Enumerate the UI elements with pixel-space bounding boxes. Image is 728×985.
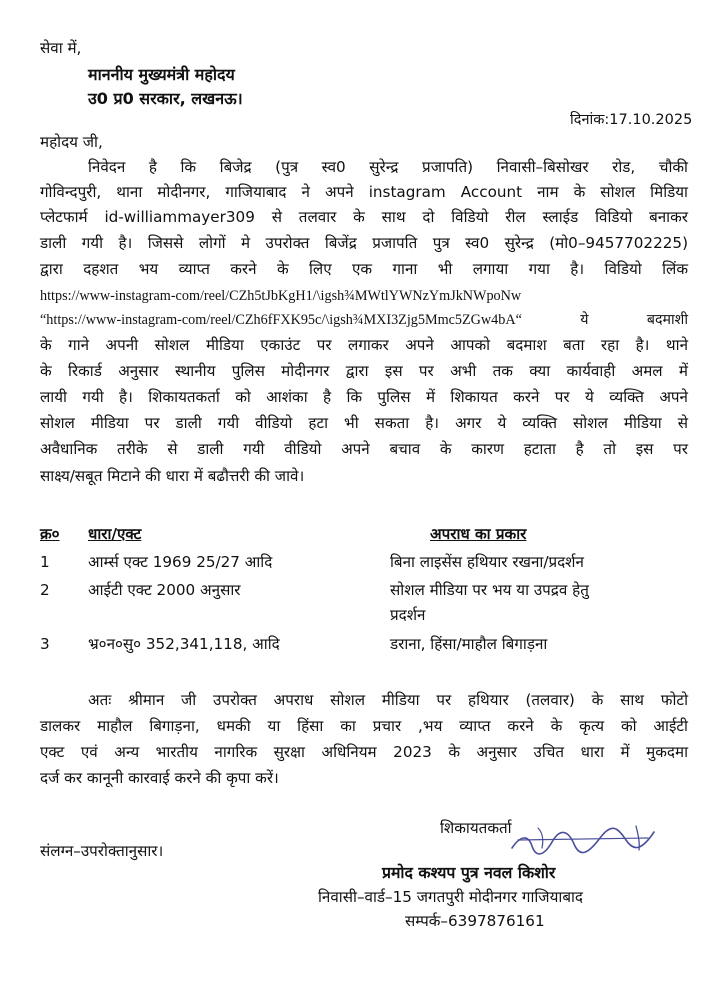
video-link-2: “https://www-instagram-com/reel/CZh6fFXK95c/\igsh¾MXI3Zjg5Mmc5ZGw4bA“ ये बदमाशी [40, 312, 688, 328]
body-line: प्लेटफार्म id-williammayer309 से तलवार के साथ दो विडियो रील स्लाईड विडियो बनाकर [40, 208, 688, 226]
body-line: के रिकार्ड अनुसार स्थानीय पुलिस मोदीनगर द्वारा इस पर अभी तक क्या कार्यवाही अमल में [40, 362, 688, 380]
salutation-to: सेवा में, [40, 39, 82, 57]
body-line: अवैधानिक तरीके से डाली गयी वीडियो अपने बचाव के कारण हटाता है तो इस पर [40, 440, 688, 458]
table-header-act: धारा/एक्ट [88, 525, 142, 543]
body-line: के गाने अपनी सोशल मीडिया एकाउंट पर लगाकर अपने आपको बदमाश बता रहा है। थाने [40, 336, 688, 354]
handwritten-signature [508, 818, 658, 862]
body-line: लायी गयी है। शिकायतकर्ता को आशंका है कि पुलिस में शिकायत करने पर ये व्यक्ति अपने [40, 388, 688, 406]
sender-contact: सम्पर्क–6397876161 [405, 912, 545, 930]
request-line: एक्ट एवं अन्य भारतीय नागरिक सुरक्षा अधिनियम 2023 के अनुसार उचित धारा में मुकदमा [40, 743, 688, 761]
row-serial: 3 [40, 635, 50, 653]
request-line: दर्ज कर कानूनी कारवाई करने की कृपा करें। [40, 769, 279, 787]
row-offence-continued: प्रदर्शन [390, 606, 426, 624]
body-line: निवेदन है कि बिजेद्र (पुत्र स्व0 सुरेन्द्र प्रजापति) निवासी–बिसोखर रोड, चौकी [88, 158, 688, 176]
row-act: आईटी एक्ट 2000 अनुसार [88, 581, 241, 599]
request-line: डालकर माहौल बिगाड़ना, धमकी या हिंसा का प्रचार ,भय व्याप्त करने के कृत्य को आईटी [40, 717, 688, 735]
row-offence: सोशल मीडिया पर भय या उपद्रव हेतु [390, 581, 589, 599]
sender-address: निवासी–वार्ड–15 जगतपुरी मोदीनगर गाजियाबाद [318, 888, 583, 906]
signature-scribble [508, 818, 658, 862]
greeting: महोदय जी, [40, 133, 103, 151]
letter-date: दिनांक:17.10.2025 [570, 112, 693, 128]
video-link-1: https://www-instagram-com/reel/CZh5tJbKgH1/\igsh¾MWtlYWNzYmJkNWpoNw [40, 288, 522, 304]
addressee: माननीय मुख्यमंत्री महोदय [88, 65, 235, 84]
row-act: आर्म्स एक्ट 1969 25/27 आदि [88, 553, 273, 571]
row-serial: 1 [40, 553, 50, 571]
body-line: द्वारा दहशत भय व्याप्त करने के लिए एक गाना भी लगाया गया है। विडियो लिंक [40, 260, 688, 278]
request-line: अतः श्रीमान जी उपरोक्त अपराध सोशल मीडिया पर हथियार (तलवार) के साथ फोटो [88, 691, 688, 709]
sender-name: प्रमोद कश्यप पुत्र नवल किशोर [382, 863, 556, 882]
addressee-office: उ0 प्र0 सरकार, लखनऊ। [88, 89, 243, 108]
table-header-offence: अपराध का प्रकार [430, 525, 527, 543]
table-header-serial: क्र० [40, 525, 60, 543]
row-offence: बिना लाइसेंस हथियार रखना/प्रदर्शन [390, 553, 584, 571]
complainant-label: शिकायतकर्ता [440, 819, 512, 837]
row-serial: 2 [40, 581, 50, 599]
row-offence: डराना, हिंसा/माहौल बिगाड़ना [390, 635, 548, 653]
body-line: गोविन्दपुरी, थाना मोदीनगर, गाजियाबाद ने अपने instagram Account नाम के सोशल मिडिया [40, 183, 688, 201]
body-line: डाली गयी है। जिससे लोगों मे उपरोक्त बिजेंद्र प्रजापति पुत्र स्व0 सुरेन्द्र (मो0–9457702225) [40, 234, 688, 252]
body-line: सोशल मीडिया पर डाली गयी वीडियो हटा भी सकता है। अगर ये व्यक्ति सोशल मीडिया से [40, 414, 688, 432]
enclosure-note: संलग्न–उपरोक्तानुसार। [40, 842, 164, 860]
body-line: साक्ष्य/सबूत मिटाने की धारा में बढौत्तरी की जावे। [40, 467, 305, 485]
row-act: भ्र०न०सु० 352,341,118, आदि [88, 635, 280, 653]
